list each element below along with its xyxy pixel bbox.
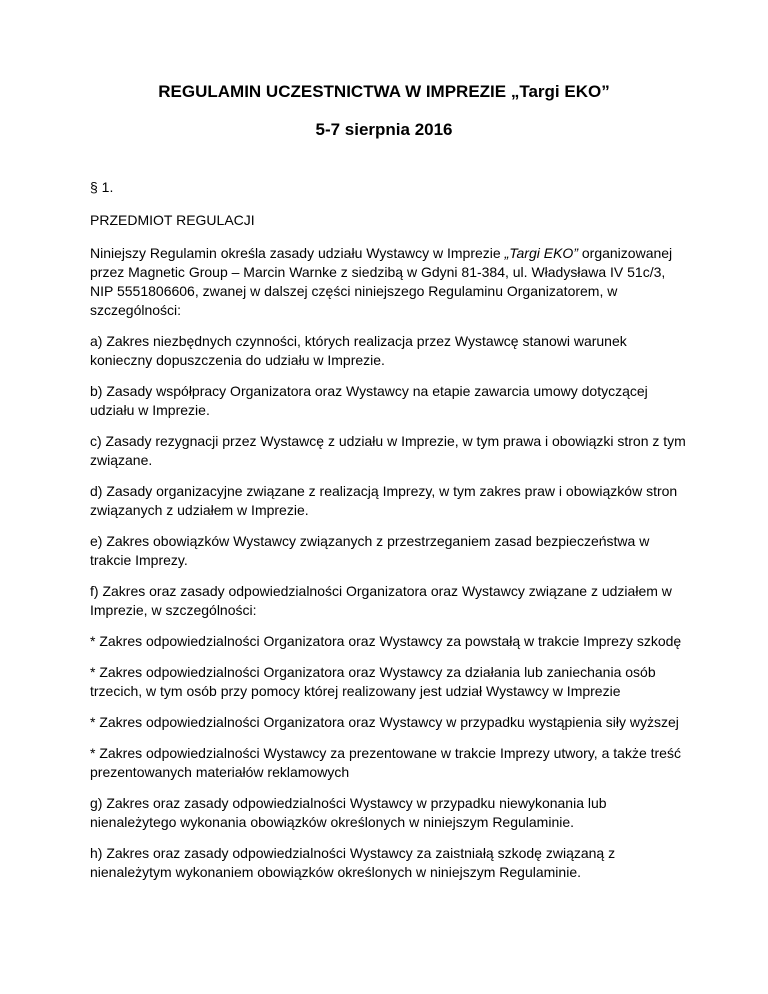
section-heading: PRZEDMIOT REGULACJI: [90, 212, 255, 228]
point-c: c) Zasady rezygnacji przez Wystawcę z udziału w Imprezie, w tym prawa i obowiązki stron z tym związane.: [90, 433, 686, 468]
intro-text-end: organizowanej przez Magnetic Group – Marcin Warnke z siedzibą w Gdyni 81-384, ul. Władysława IV 51c/3, NIP 5551806606, zwanej w dalszej części niniejszego Regulaminu Organizatorem, w szczególności:: [90, 245, 673, 318]
document-title: REGULAMIN UCZESTNICTWA W IMPREZIE „Targi EKO”: [158, 82, 610, 101]
point-e: e) Zakres obowiązków Wystawcy związanych z przestrzeganiem zasad bezpieczeństwa w trakcie Imprezy.: [90, 533, 650, 568]
event-date: 5-7 sierpnia 2016: [315, 120, 453, 139]
document-body: [90, 178, 690, 894]
point-b: b) Zasady współpracy Organizatora oraz Wystawcy na etapie zawarcia umowy dotyczącej udziału w Imprezie.: [90, 383, 648, 418]
point-f-sub-1: * Zakres odpowiedzialności Organizatora oraz Wystawcy za powstałą w trakcie Imprezy szkodę: [90, 633, 682, 649]
intro-paragraph: [90, 244, 690, 320]
point-a: a) Zakres niezbędnych czynności, których realizacja przez Wystawcę stanowi warunek konieczny dopuszczenia do udziału w Imprezie.: [90, 333, 627, 368]
point-f-sub-3: * Zakres odpowiedzialności Organizatora oraz Wystawcy w przypadku wystąpienia siły wyższej: [90, 714, 679, 730]
point-h: h) Zakres oraz zasady odpowiedzialności Wystawcy za zaistniałą szkodę związaną z nienależytym wykonaniem obowiązków określonych w niniejszym Regulaminie.: [90, 845, 616, 880]
event-name: „Targi EKO”: [504, 245, 578, 261]
point-f-sub-2: * Zakres odpowiedzialności Organizatora oraz Wystawcy za działania lub zaniechania osób trzecich, w tym osób przy pomocy której realizowany jest udział Wystawcy w Imprezie: [90, 664, 656, 699]
point-f: f) Zakres oraz zasady odpowiedzialności Organizatora oraz Wystawcy związane z udziałem w Imprezie, w szczególności:: [90, 583, 672, 618]
point-g: g) Zakres oraz zasady odpowiedzialności Wystawcy w przypadku niewykonania lub nienależytego wykonania obowiązków określonych w niniejszym Regulaminie.: [90, 795, 607, 830]
intro-text-start: Niniejszy Regulamin określa zasady udziału Wystawcy w Imprezie: [90, 245, 505, 261]
section-number: § 1.: [90, 179, 114, 195]
point-d: d) Zasady organizacyjne związane z realizacją Imprezy, w tym zakres praw i obowiązków stron związanych z udziałem w Imprezie.: [90, 483, 678, 518]
point-f-sub-4: * Zakres odpowiedzialności Wystawcy za prezentowane w trakcie Imprezy utwory, a także treść prezentowanych materiałów reklamowych: [90, 745, 681, 780]
